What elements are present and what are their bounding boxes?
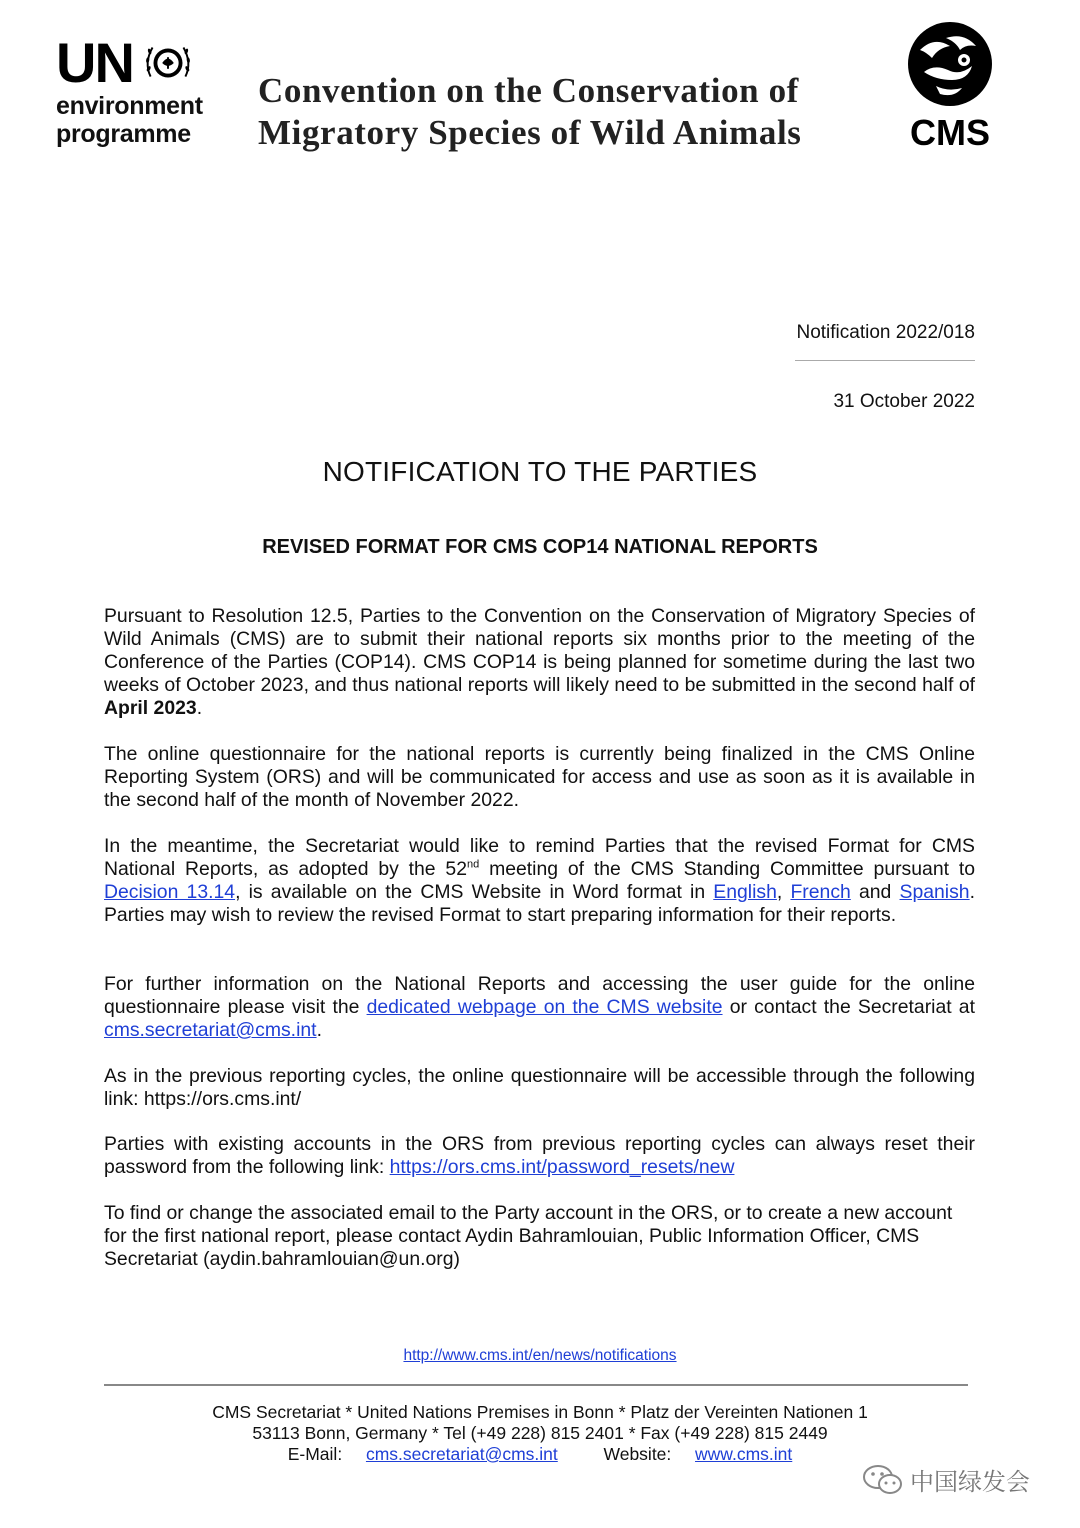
convention-title-line2: Migratory Species of Wild Animals (258, 113, 802, 152)
paragraph-1-text: Pursuant to Resolution 12.5, Parties to the Convention on the Conservation of Migratory Species of Wild Animals (CMS) are to submit their national reports six months prior to the meeting of the Conference of the Parties (COP14). CMS COP14 is being planned for sometime during the last two weeks of October 2023, and thus national reports will likely need to be submitted in the second half of (104, 605, 975, 696)
footer-email-label: E-Mail: (287, 1444, 343, 1464)
dedicated-webpage-link[interactable]: dedicated webpage on the CMS website (366, 996, 723, 1018)
watermark-text: 中国绿发会 (910, 1469, 1030, 1496)
spanish-link[interactable]: Spanish (899, 881, 970, 903)
footer-website-link[interactable]: www.cms.int (695, 1444, 793, 1464)
notification-number: Notification 2022/018 (796, 322, 975, 343)
divider (795, 360, 975, 361)
password-reset-link[interactable]: https://ors.cms.int/password_resets/new (389, 1156, 735, 1178)
english-link[interactable]: English (713, 881, 777, 903)
footer-email-link[interactable]: cms.secretariat@cms.int (365, 1444, 558, 1464)
unep-logo-un: UN (56, 31, 133, 94)
notification-date: 31 October 2022 (833, 391, 975, 412)
footer-address-line2: 53113 Bonn, Germany * Tel (+49 228) 815 2401 * Fax (+49 228) 815 2449 (252, 1423, 828, 1443)
paragraph-3-text-d: . Parties may wish to review the revised Format to start preparing information for their reports. (104, 881, 975, 926)
paragraph-7: To find or change the associated email to the Party account in the ORS, or to create a new account for the first national report, please contact Aydin Bahramlouian, Public Information Officer, CMS Secretariat (aydin.bahramlouian@un.org) (104, 1202, 953, 1270)
secretariat-email-link[interactable]: cms.secretariat@cms.int (104, 1019, 317, 1041)
paragraph-4 (104, 973, 975, 1042)
paragraph-3-text-b: meeting of the CMS Standing Committee pursuant to (479, 858, 975, 880)
footer-url-container (0, 1347, 1080, 1365)
footer-address-line1: CMS Secretariat * United Nations Premises in Bonn * Platz der Vereinten Nationen 1 (212, 1402, 868, 1422)
notifications-url-link[interactable]: http://www.cms.int/en/news/notifications (403, 1347, 677, 1364)
convention-title (258, 70, 802, 154)
french-link[interactable]: French (790, 881, 851, 903)
cms-logo (902, 20, 998, 151)
convention-title-line1: Convention on the Conservation of (258, 71, 799, 110)
paragraph-3 (104, 835, 975, 927)
paragraph-2: The online questionnaire for the national reports is currently being finalized in the CMS Online Reporting System (ORS) and will be communicated for access and use as soon as it is available in the second half of the month of November 2022. (104, 743, 975, 811)
paragraph-4-text-c: . (316, 1019, 322, 1041)
paragraph-3-comma: , (776, 881, 783, 903)
paragraph-1-end: . (196, 697, 203, 719)
unep-logo-environment: environment (56, 92, 203, 120)
cms-emblem-icon (906, 20, 994, 108)
paragraph-3-text-a: In the meantime, the Secretariat would like to remind Parties that the revised Format for CMS National Reports, as adopted by the 52 (104, 835, 975, 880)
wechat-icon (862, 1463, 904, 1497)
paragraph-6 (104, 1133, 975, 1179)
footer-website-label: Website: (603, 1444, 672, 1464)
paragraph-1 (104, 605, 975, 720)
paragraph-4-text-b: or contact the Secretariat at (722, 996, 975, 1018)
paragraph-5: As in the previous reporting cycles, the online questionnaire will be accessible through the following link: https://ors.cms.int/ (104, 1065, 975, 1110)
cms-logo-text: CMS (910, 112, 990, 153)
unep-logo (56, 31, 236, 148)
ordinal-suffix: nd (466, 858, 480, 871)
page-title: NOTIFICATION TO THE PARTIES (322, 456, 758, 487)
paragraph-3-text-c: , is available on the CMS Website in Word format in (235, 881, 714, 903)
unep-logo-programme: programme (56, 120, 191, 148)
paragraph-3-and: and (850, 881, 900, 903)
watermark (862, 1462, 1030, 1497)
decision-link[interactable]: Decision 13.14 (104, 881, 236, 903)
deadline-bold: April 2023 (104, 697, 197, 719)
paragraph-6-text: Parties with existing accounts in the ORS from previous reporting cycles can always reset their password from the following link: (104, 1133, 975, 1178)
footer-divider (104, 1384, 968, 1386)
un-emblem-icon (139, 34, 197, 92)
paragraph-4-text-a: For further information on the National Reports and accessing the user guide for the online questionnaire please visit the (104, 973, 975, 1018)
page-subtitle: REVISED FORMAT FOR CMS COP14 NATIONAL REPORTS (262, 536, 818, 558)
